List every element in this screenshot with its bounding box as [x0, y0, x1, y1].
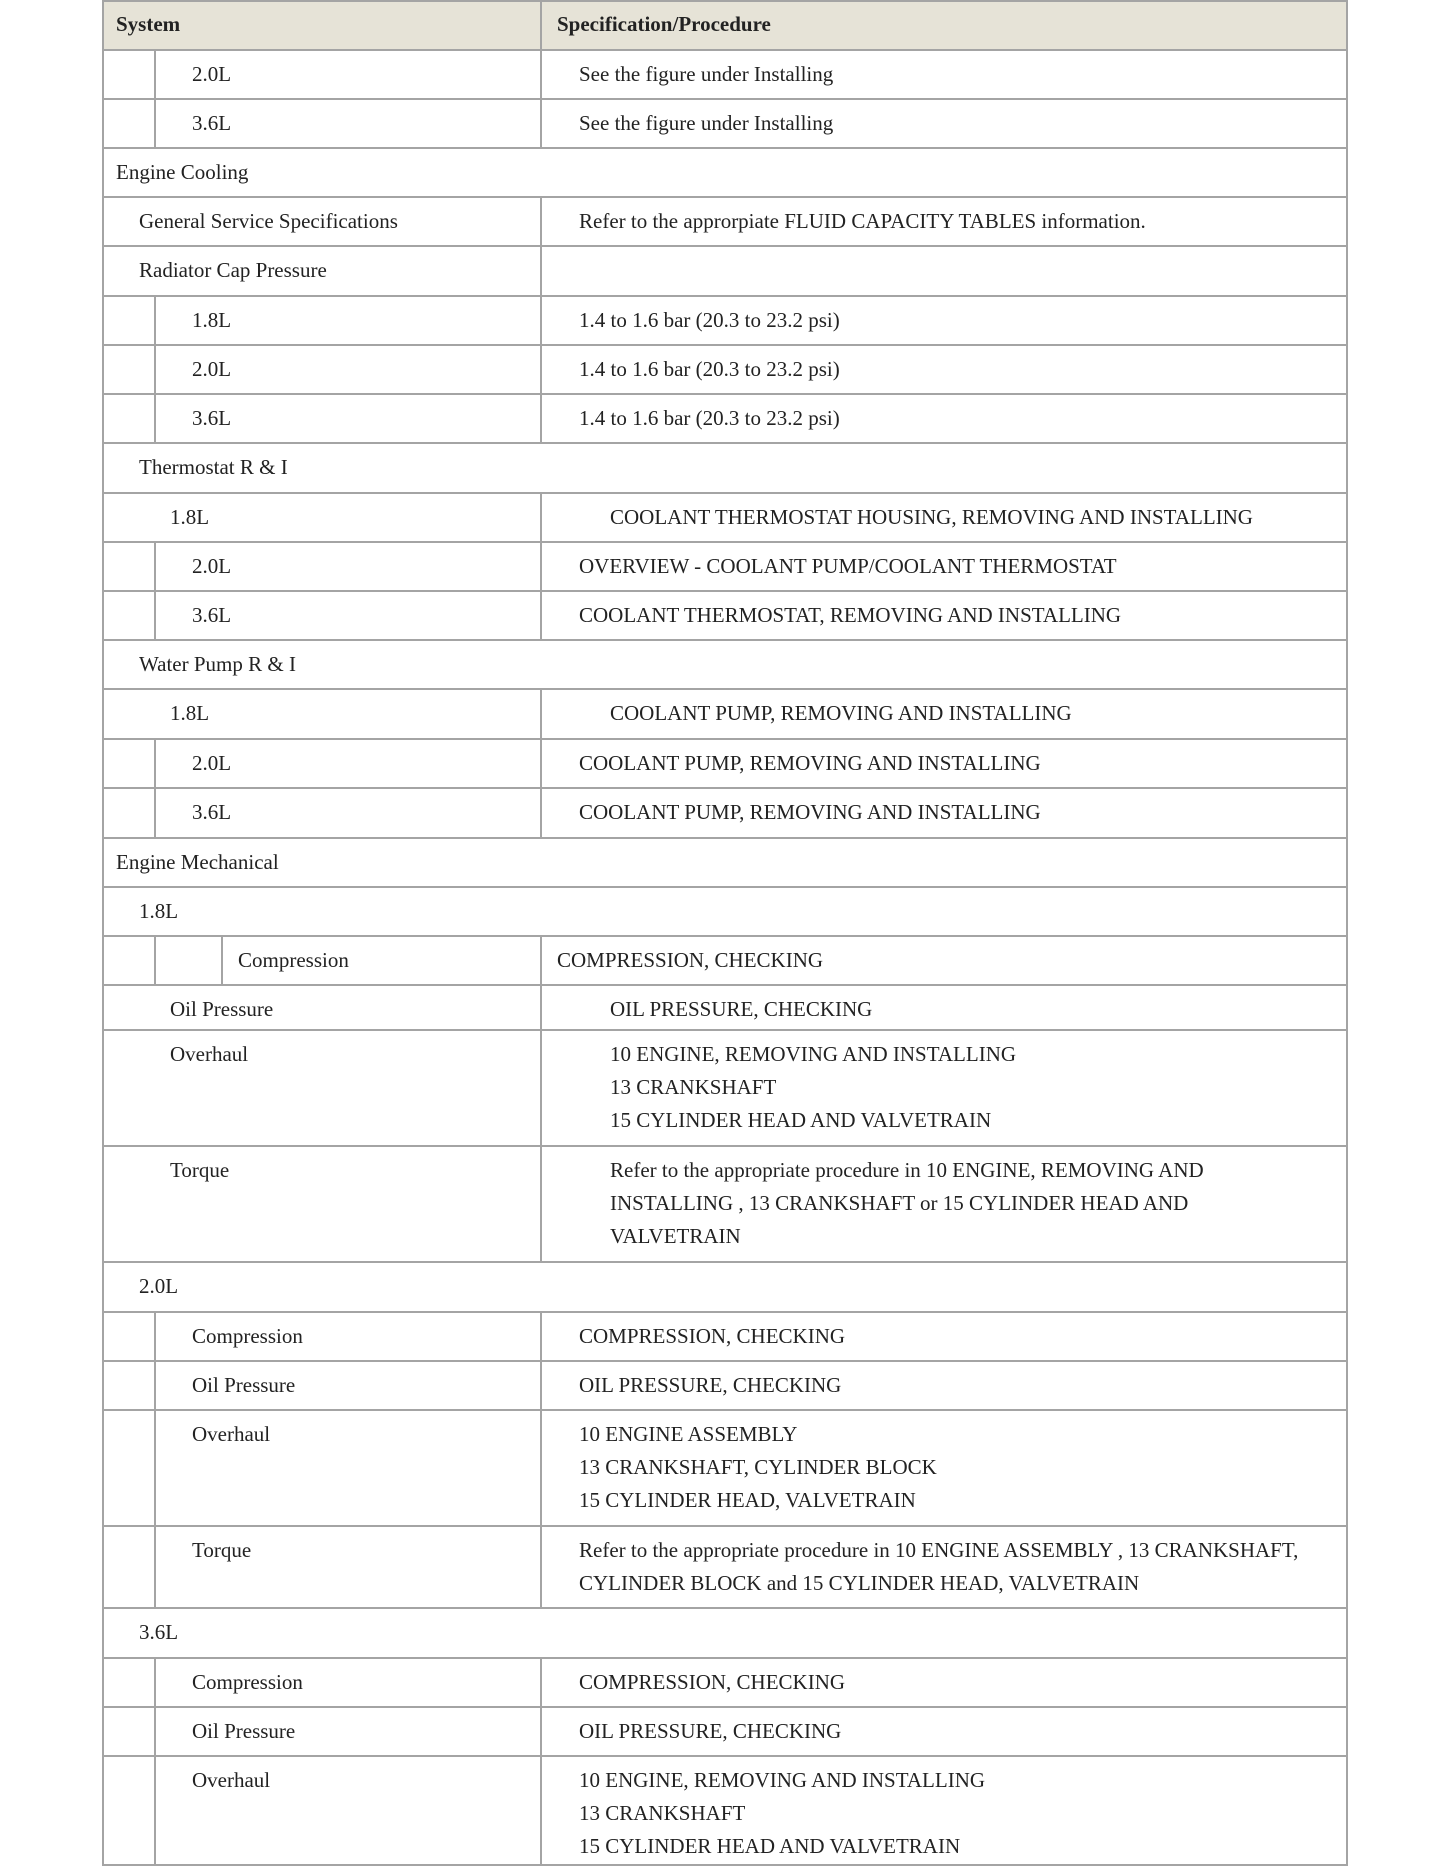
- grid-line-horizontal: [102, 837, 1348, 839]
- system-cell-text: Engine Mechanical: [116, 850, 279, 874]
- spec-cell-text: [579, 353, 840, 386]
- table-row: [102, 985, 1348, 1030]
- grid-line-vertical: [154, 99, 156, 148]
- spec-line: 15 CYLINDER HEAD AND VALVETRAIN: [579, 1834, 961, 1858]
- grid-line-vertical: [154, 1756, 156, 1866]
- system-cell-text: 1.8L: [192, 308, 232, 332]
- spec-cell-text: [579, 58, 833, 91]
- grid-line-vertical: [540, 1030, 542, 1146]
- spec-cell-text: [579, 550, 1117, 583]
- grid-line-vertical: [154, 1526, 156, 1608]
- header-spec-label: Specification/Procedure: [557, 12, 771, 36]
- spec-line: Refer to the appropriate procedure in 10 ENGINE ASSEMBLY , 13 CRANKSHAFT,: [579, 1538, 1299, 1562]
- system-cell-text: Engine Cooling: [116, 160, 249, 184]
- grid-line-horizontal: [102, 1145, 1348, 1147]
- spec-line: 10 ENGINE ASSEMBLY: [579, 1422, 798, 1446]
- table-row: [102, 443, 1348, 493]
- table-row: [102, 246, 1348, 296]
- system-cell-text: 2.0L: [192, 554, 232, 578]
- table-row: [102, 640, 1348, 689]
- grid-line-vertical: [154, 788, 156, 838]
- spec-cell-text: [579, 1715, 841, 1748]
- system-cell-text: Overhaul: [192, 1768, 271, 1792]
- table-row: [102, 394, 1348, 443]
- system-cell-text: Oil Pressure: [192, 1719, 296, 1743]
- grid-line-horizontal: [102, 393, 1348, 395]
- grid-line-vertical: [540, 542, 542, 591]
- table-row: [102, 739, 1348, 788]
- system-cell-text: 1.8L: [170, 701, 210, 725]
- spec-line: INSTALLING , 13 CRANKSHAFT or 15 CYLINDER HEAD AND: [610, 1191, 1189, 1215]
- table-row: [102, 887, 1348, 936]
- table-row: [102, 936, 1348, 985]
- table-row: [102, 493, 1348, 542]
- spec-cell-text: [579, 107, 833, 140]
- grid-line-vertical: [540, 50, 542, 99]
- grid-line-vertical: [540, 296, 542, 345]
- spec-cell-text: [579, 402, 840, 435]
- grid-line-horizontal: [102, 1409, 1348, 1411]
- grid-line-horizontal: [102, 1755, 1348, 1757]
- table-row: [102, 1526, 1348, 1608]
- spec-line: 15 CYLINDER HEAD AND VALVETRAIN: [610, 1108, 992, 1132]
- system-cell-text: General Service Specifications: [139, 209, 398, 233]
- grid-line-horizontal: [102, 1261, 1348, 1263]
- grid-line-horizontal: [102, 1029, 1348, 1031]
- spec-line: COOLANT THERMOSTAT HOUSING, REMOVING AND INSTALLING: [610, 505, 1253, 529]
- grid-line-vertical: [540, 345, 542, 394]
- grid-line-vertical: [540, 246, 542, 296]
- spec-line: COOLANT PUMP, REMOVING AND INSTALLING: [579, 751, 1041, 775]
- grid-line-horizontal: [102, 1311, 1348, 1313]
- header-system-label: System: [116, 12, 181, 36]
- grid-line-vertical: [154, 1707, 156, 1756]
- table-row: [102, 838, 1348, 887]
- spec-line: COMPRESSION, CHECKING: [579, 1324, 846, 1348]
- grid-line-vertical: [540, 1146, 542, 1262]
- table-border-left: [102, 0, 104, 1866]
- grid-line-horizontal: [102, 147, 1348, 149]
- grid-line-vertical: [540, 739, 542, 788]
- table-row: [102, 591, 1348, 640]
- table-row: [102, 345, 1348, 394]
- spec-cell-text: [579, 205, 1146, 238]
- grid-line-vertical: [540, 1312, 542, 1361]
- spec-cell-text: [579, 1534, 1298, 1600]
- spec-cell-text: [579, 1320, 845, 1353]
- table-border-right: [1346, 0, 1348, 1866]
- grid-line-horizontal: [102, 1864, 1348, 1866]
- grid-line-horizontal: [102, 590, 1348, 592]
- grid-line-horizontal: [102, 49, 1348, 51]
- grid-line-vertical: [540, 1658, 542, 1707]
- spec-line: COMPRESSION, CHECKING: [557, 948, 824, 972]
- grid-line-vertical: [154, 296, 156, 345]
- grid-line-vertical: [540, 1707, 542, 1756]
- spec-line: 1.4 to 1.6 bar (20.3 to 23.2 psi): [579, 406, 840, 430]
- grid-line-vertical: [154, 1658, 156, 1707]
- table-row: [102, 1658, 1348, 1707]
- spec-cell-text: [579, 747, 1041, 780]
- grid-line-vertical: [540, 0, 542, 50]
- system-cell-text: Overhaul: [170, 1042, 249, 1066]
- spec-line: 13 CRANKSHAFT: [579, 1801, 746, 1825]
- spec-line: 13 CRANKSHAFT: [610, 1075, 777, 1099]
- system-cell-text: Compression: [192, 1670, 303, 1694]
- system-cell-text: Compression: [238, 948, 349, 972]
- grid-line-vertical: [540, 99, 542, 148]
- grid-line-vertical: [154, 1312, 156, 1361]
- grid-line-vertical: [540, 493, 542, 542]
- table-header-row: [102, 0, 1348, 50]
- table-row: [102, 1030, 1348, 1146]
- spec-cell-text: [579, 599, 1121, 632]
- system-cell-text: 2.0L: [192, 751, 232, 775]
- table-row: [102, 50, 1348, 99]
- table-row: [102, 788, 1348, 838]
- table-row: [102, 542, 1348, 591]
- table-row: [102, 1262, 1348, 1312]
- spec-cell-text: [579, 1764, 985, 1863]
- spec-line: OIL PRESSURE, CHECKING: [579, 1373, 842, 1397]
- system-cell-text: 2.0L: [192, 357, 232, 381]
- spec-cell-text: [579, 1418, 937, 1517]
- spec-line: See the figure under Installing: [579, 62, 834, 86]
- grid-line-horizontal: [102, 886, 1348, 888]
- spec-line: COMPRESSION, CHECKING: [579, 1670, 846, 1694]
- grid-line-vertical: [154, 591, 156, 640]
- grid-line-vertical: [540, 394, 542, 443]
- spec-table: [102, 0, 1348, 1866]
- grid-line-horizontal: [102, 98, 1348, 100]
- grid-line-horizontal: [102, 245, 1348, 247]
- system-cell-text: 3.6L: [192, 800, 232, 824]
- table-row: [102, 1756, 1348, 1866]
- spec-cell-text: [610, 1154, 1204, 1253]
- spec-cell-text: [610, 993, 872, 1026]
- grid-line-vertical: [154, 739, 156, 788]
- spec-line: OIL PRESSURE, CHECKING: [610, 997, 873, 1021]
- spec-line: Refer to the appropriate procedure in 10 ENGINE, REMOVING AND: [610, 1158, 1204, 1182]
- system-cell-text: 3.6L: [192, 406, 232, 430]
- system-cell-text: Torque: [192, 1538, 252, 1562]
- grid-line-horizontal: [102, 688, 1348, 690]
- grid-line-horizontal: [102, 738, 1348, 740]
- table-row: [102, 1707, 1348, 1756]
- spec-cell-text: [557, 944, 823, 977]
- spec-line: COOLANT THERMOSTAT, REMOVING AND INSTALLING: [579, 603, 1122, 627]
- system-cell-text: Radiator Cap Pressure: [139, 258, 327, 282]
- table-row: [102, 1410, 1348, 1526]
- grid-line-horizontal: [102, 1525, 1348, 1527]
- spec-line: COOLANT PUMP, REMOVING AND INSTALLING: [579, 800, 1041, 824]
- table-row: [102, 1608, 1348, 1658]
- system-cell-text: Water Pump R & I: [139, 652, 296, 676]
- table-row: [102, 99, 1348, 148]
- spec-line: 1.4 to 1.6 bar (20.3 to 23.2 psi): [579, 357, 840, 381]
- grid-line-horizontal: [102, 1657, 1348, 1659]
- spec-line: See the figure under Installing: [579, 111, 834, 135]
- grid-line-vertical: [154, 542, 156, 591]
- grid-line-vertical: [540, 936, 542, 985]
- grid-line-vertical: [154, 1410, 156, 1526]
- system-cell-text: Thermostat R & I: [139, 455, 288, 479]
- system-cell-text: Oil Pressure: [192, 1373, 296, 1397]
- spec-line: 10 ENGINE, REMOVING AND INSTALLING: [579, 1768, 986, 1792]
- system-cell-text: 3.6L: [139, 1620, 179, 1644]
- grid-line-horizontal: [102, 639, 1348, 641]
- spec-cell-text: [610, 697, 1072, 730]
- table-row: [102, 197, 1348, 246]
- system-cell-text: Oil Pressure: [170, 997, 274, 1021]
- spec-cell-text: [610, 501, 1253, 534]
- system-cell-text: 2.0L: [192, 62, 232, 86]
- grid-line-horizontal: [102, 492, 1348, 494]
- grid-line-horizontal: [102, 1360, 1348, 1362]
- spec-cell-text: [579, 796, 1041, 829]
- grid-line-horizontal: [102, 1706, 1348, 1708]
- system-cell-text: Overhaul: [192, 1422, 271, 1446]
- grid-line-horizontal: [102, 295, 1348, 297]
- spec-line: 1.4 to 1.6 bar (20.3 to 23.2 psi): [579, 308, 840, 332]
- spec-cell-text: [610, 1038, 1016, 1137]
- table-row: [102, 1312, 1348, 1361]
- system-cell-text: 2.0L: [139, 1274, 179, 1298]
- spec-line: 10 ENGINE, REMOVING AND INSTALLING: [610, 1042, 1017, 1066]
- grid-line-vertical: [540, 985, 542, 1030]
- table-row: [102, 689, 1348, 739]
- spec-line: Refer to the approrpiate FLUID CAPACITY TABLES information.: [579, 209, 1146, 233]
- grid-line-vertical: [540, 788, 542, 838]
- grid-line-vertical: [154, 1361, 156, 1410]
- system-cell-text: 3.6L: [192, 111, 232, 135]
- grid-line-vertical: [540, 1526, 542, 1608]
- grid-line-vertical: [154, 394, 156, 443]
- grid-line-vertical: [154, 936, 156, 985]
- grid-line-horizontal: [102, 344, 1348, 346]
- spec-line: OIL PRESSURE, CHECKING: [579, 1719, 842, 1743]
- table-row: [102, 148, 1348, 197]
- grid-line-vertical: [540, 1361, 542, 1410]
- grid-line-vertical: [540, 689, 542, 739]
- spec-cell-text: [579, 1666, 845, 1699]
- grid-line-vertical: [154, 50, 156, 99]
- table-row: [102, 296, 1348, 345]
- grid-line-horizontal: [102, 442, 1348, 444]
- spec-line: VALVETRAIN: [610, 1224, 741, 1248]
- grid-line-horizontal: [102, 541, 1348, 543]
- spec-cell-text: [579, 304, 840, 337]
- spec-line: CYLINDER BLOCK and 15 CYLINDER HEAD, VALVETRAIN: [579, 1571, 1140, 1595]
- spec-line: COOLANT PUMP, REMOVING AND INSTALLING: [610, 701, 1072, 725]
- table-row: [102, 1361, 1348, 1410]
- spec-line: 15 CYLINDER HEAD, VALVETRAIN: [579, 1488, 916, 1512]
- grid-line-horizontal: [102, 787, 1348, 789]
- grid-line-horizontal: [102, 984, 1348, 986]
- system-cell-text: Compression: [192, 1324, 303, 1348]
- spec-cell-text: [579, 1369, 841, 1402]
- system-cell-text: 1.8L: [139, 899, 179, 923]
- grid-line-horizontal: [102, 196, 1348, 198]
- system-cell-text: Torque: [170, 1158, 230, 1182]
- spec-line: OVERVIEW - COOLANT PUMP/COOLANT THERMOSTAT: [579, 554, 1117, 578]
- grid-line-vertical: [221, 936, 223, 985]
- spec-line: 13 CRANKSHAFT, CYLINDER BLOCK: [579, 1455, 937, 1479]
- grid-line-vertical: [540, 1756, 542, 1866]
- grid-line-horizontal: [102, 935, 1348, 937]
- system-cell-text: 3.6L: [192, 603, 232, 627]
- grid-line-vertical: [154, 345, 156, 394]
- grid-line-horizontal: [102, 1607, 1348, 1609]
- grid-line-vertical: [540, 1410, 542, 1526]
- grid-line-vertical: [540, 591, 542, 640]
- grid-line-horizontal: [102, 0, 1348, 2]
- system-cell-text: 1.8L: [170, 505, 210, 529]
- grid-line-vertical: [540, 197, 542, 246]
- table-row: [102, 1146, 1348, 1262]
